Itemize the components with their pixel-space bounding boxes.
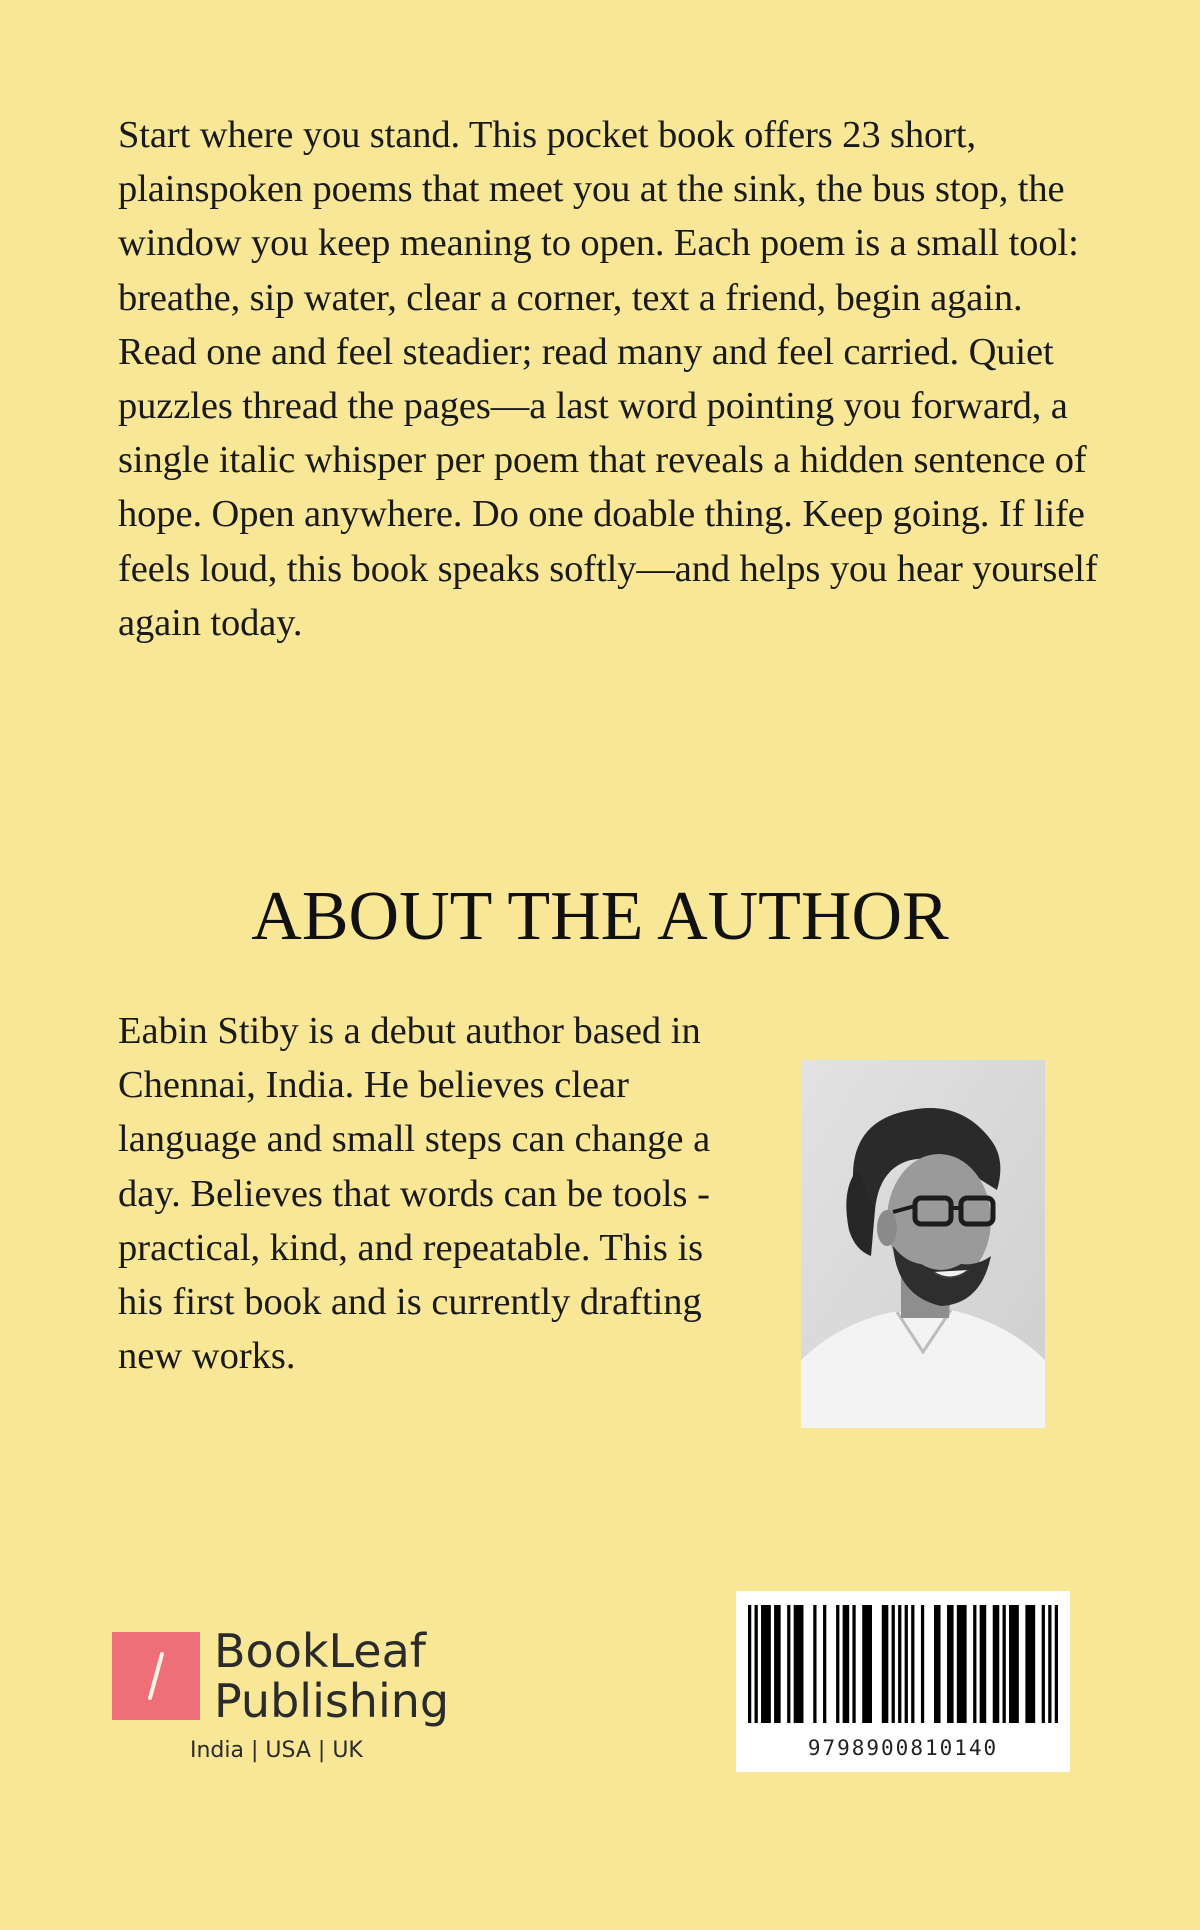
barcode-bar [774,1605,781,1723]
barcode-bar [892,1605,895,1723]
barcode-bar [1055,1605,1058,1723]
barcode-bar [993,1605,1000,1723]
barcode-bar [755,1605,758,1723]
barcode-bar [882,1605,889,1723]
author-bio: Eabin Stiby is a debut author based in Chennai, India. He believes clear language and small steps can change a day. Believes that words can be tools - practical, kind, and repeatable. This is his first book and is currently drafting new works. [118,1010,711,1378]
publisher-regions: India | USA | UK [190,1738,363,1763]
about-author-heading: ABOUT THE AUTHOR [251,878,949,955]
barcode-bar [823,1605,826,1723]
barcode-bar [1048,1605,1051,1723]
barcode-bar [794,1605,804,1723]
barcode-bar [980,1605,987,1723]
barcode-bar [905,1605,908,1723]
barcode-bar [852,1605,855,1723]
barcode-bar [973,1605,976,1723]
barcode-bar [934,1605,941,1723]
book-blurb: Start where you stand. This pocket book offers 23 short, plainspoken poems that meet you at the sink, the bus stop, the window you keep meaning to open. Each poem is a small tool: breathe, sip water, clear a corner, text a friend, begin again. Read one and feel steadier; read many and feel carried. Quiet puzzles thread the pages—a last word pointing you forward, a single italic whisper per poem that reveals a hidden sentence of hope. Open anywhere. Do one doable thing. Keep going. If life feels loud, this book speaks softly—and helps you hear yourself again today. [118,114,1098,644]
isbn-number: 9798900810140 [807,1736,999,1760]
barcode-bar [862,1605,872,1723]
author-photo [801,1060,1045,1428]
barcode-bar [1025,1605,1035,1723]
barcode-bar [1003,1605,1006,1723]
barcode-bar [813,1605,816,1723]
publisher-name [214,1626,449,1726]
barcode-bar [898,1605,901,1723]
isbn-barcode [736,1591,1070,1772]
barcode-bar [1009,1605,1019,1723]
barcode-bar [843,1605,850,1723]
barcode-bar [957,1605,967,1723]
barcode-bar [748,1605,751,1723]
publisher-logo [112,1626,472,1776]
barcode-bar [787,1605,790,1723]
barcode-bar [836,1605,839,1723]
barcode-bar [1042,1605,1045,1723]
barcode-bar [761,1605,771,1723]
leaf-slash-icon [112,1632,200,1720]
barcode-bar [911,1605,914,1723]
barcode-bar [947,1605,954,1723]
barcode-bar [921,1605,924,1723]
publisher-name-line1: BookLeaf [214,1624,426,1678]
publisher-name-line2: Publishing [214,1674,450,1728]
barcode-bars [748,1605,1058,1723]
